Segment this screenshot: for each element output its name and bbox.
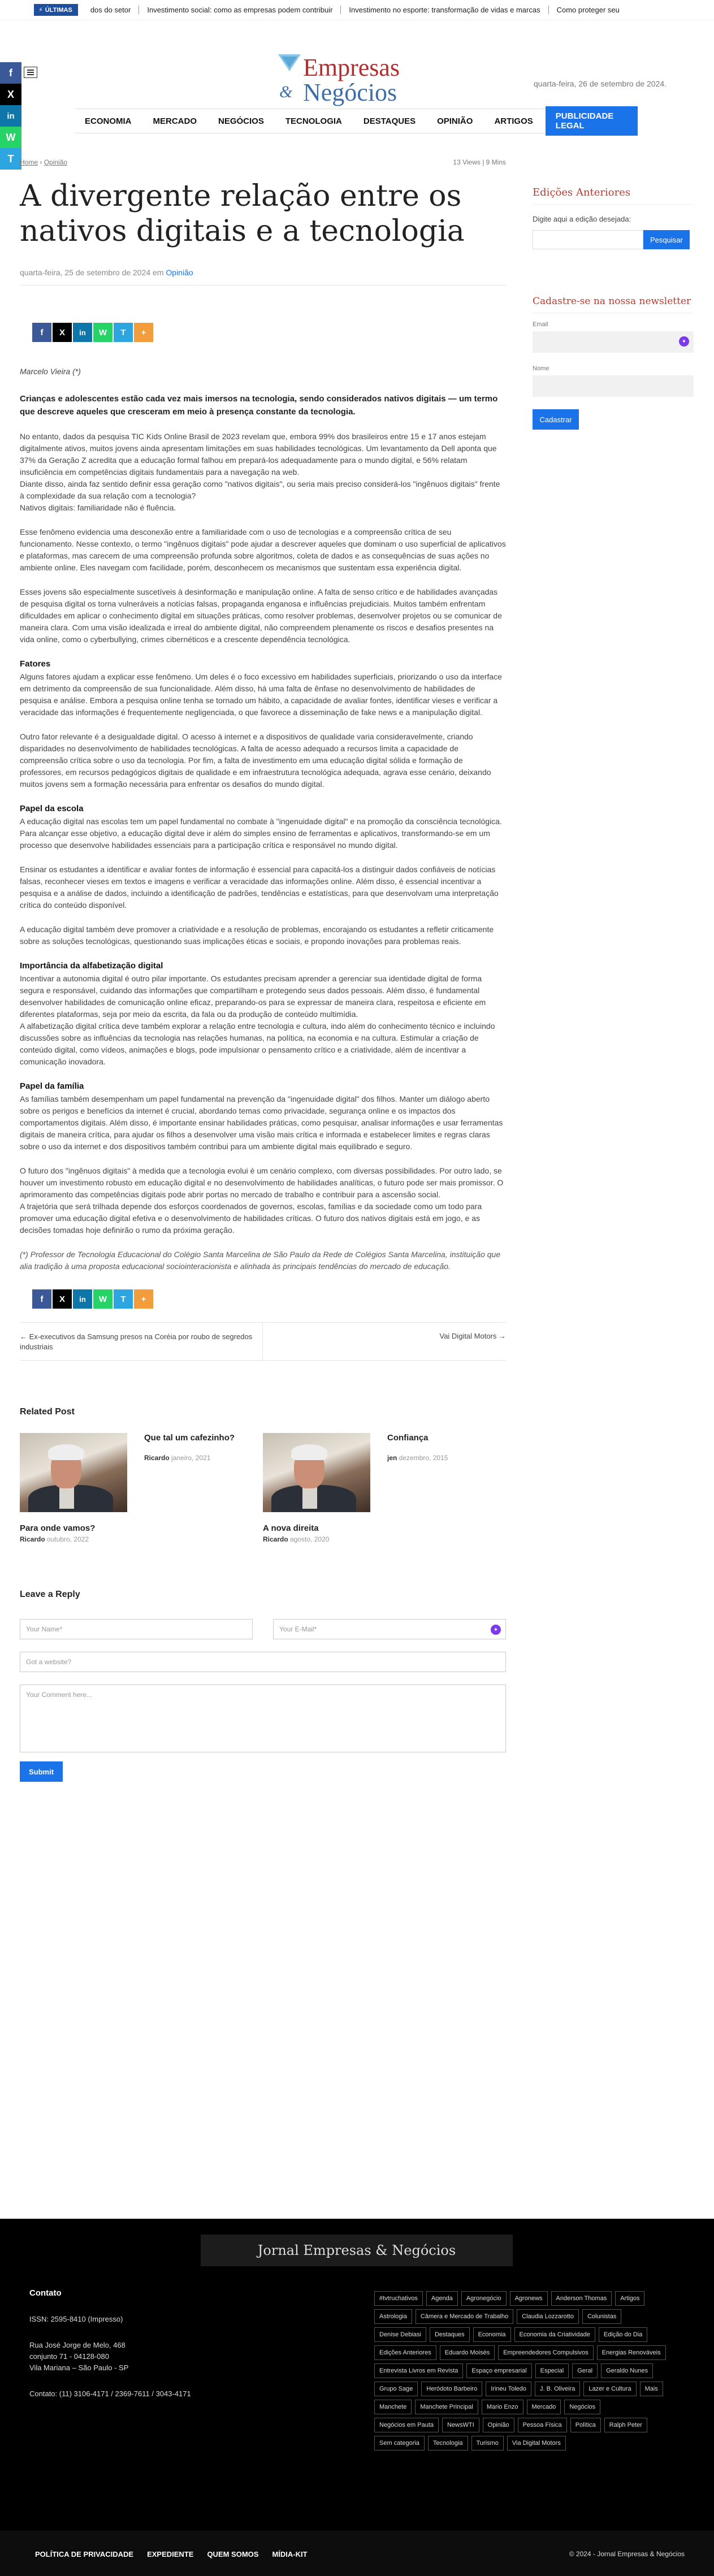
footer-tag[interactable]: Anderson Thomas — [551, 2291, 612, 2306]
article-footnote: (*) Professor de Tecnologia Educacional do Colégio Santa Marcelina de São Paulo da Rede de Colégios Santa Marcelina, instituição que alia tradição à uma proposta educacional sociointeracionista e alinhada às principais tendências do mercado de educação. — [20, 1250, 501, 1271]
extension-icon[interactable]: ✦ — [679, 336, 689, 347]
footer-tag[interactable]: Economia da Criatividade — [514, 2327, 595, 2342]
next-post-link[interactable]: Vai Digital Motors → — [439, 1332, 506, 1340]
related-post-thumbnail[interactable] — [20, 1433, 127, 1512]
leave-reply-title: Leave a Reply — [20, 1590, 80, 1599]
footer-tag[interactable]: Tecnologia — [428, 2436, 468, 2451]
telegram-icon[interactable]: T — [114, 323, 133, 342]
copyright: © 2024 - Jornal Empresas & Negócios — [569, 2550, 685, 2558]
edition-search-input[interactable] — [533, 230, 643, 249]
footer-tag[interactable]: Geraldo Nunes — [601, 2363, 653, 2378]
related-posts — [20, 1433, 506, 1543]
x-icon[interactable]: X — [53, 323, 72, 342]
footer-tag[interactable]: Mercado — [527, 2400, 561, 2414]
editions-title: Edições Anteriores — [533, 187, 694, 205]
breadcrumb-home[interactable]: Home — [20, 158, 38, 166]
article-date: quarta-feira, 25 de setembro de 2024 em — [20, 268, 164, 277]
footer-tag[interactable]: Empreendedores Compulsivos — [498, 2345, 593, 2360]
more-share-icon[interactable]: + — [134, 1289, 153, 1309]
paragraph: O futuro dos "ingênuos digitais" à medida que a tecnologia evolui é um cenário complexo, com diversas possibilidades. Por outro lado, se houver um investimento robusto em educação digital e no desenvolvimento de habilidades analíticas, o futuro pode ser mais promissor. O aprimoramento das competências digitais pode abrir portas no mercado de trabalho e contribuir para a ascensão social. — [20, 1166, 504, 1199]
paragraph: A trajetória que será trilhada depende dos esforços coordenados de governos, escolas, famílias e da sociedade como um todo para promover uma educação digital efetiva e o desenvolvimento de habilidades críticas. O futuro dos nativos digitais está em jogo, e as decisões tomadas hoje definirão o rumo da próxima geração. — [20, 1202, 482, 1235]
footer-tag[interactable]: Turismo — [471, 2436, 504, 2451]
contact-phone: Contato: (11) 3106-4171 / 2369-7611 / 3043-4171 — [29, 2389, 191, 2398]
footer-tag[interactable]: Câmera e Mercado de Trabalho — [416, 2309, 513, 2324]
section-heading: Importância da alfabetização digital — [20, 961, 163, 971]
footer-tag[interactable]: Artigos — [615, 2291, 644, 2306]
footer-tag[interactable]: Eduardo Moisés — [440, 2345, 495, 2360]
address-line: Vila Mariana – São Paulo - SP — [29, 2363, 129, 2372]
footer-tag[interactable]: Sem categoria — [374, 2436, 425, 2451]
share-buttons-bottom — [32, 1289, 506, 1309]
editions-label: Digite aqui a edição desejada: — [533, 215, 631, 223]
footer-tag[interactable]: Colunistas — [582, 2309, 621, 2324]
related-post-meta: Ricardo agosto, 2020 — [263, 1535, 330, 1543]
footer-tag[interactable]: Via Digital Motors — [507, 2436, 566, 2451]
article-stats: 13 Views | 9 Mins — [453, 158, 506, 166]
footer-tag[interactable]: Edição do Dia — [599, 2327, 648, 2342]
nav-item-negocios[interactable]: NEGÓCIOS — [218, 116, 264, 126]
facebook-share-icon[interactable]: f — [0, 62, 21, 84]
submit-button[interactable]: Submit — [20, 1761, 63, 1782]
nav-item-publicidade-legal[interactable]: PUBLICIDADE LEGAL — [546, 106, 638, 136]
paragraph: Incentivar a autonomia digital é outro pilar importante. Os estudantes precisam aprender a gerenciar sua identidade digital de forma segura e responsável, cuidando das informações que compartilham e protegendo seus dados pessoais. Além disso, é fundamental desenvolver habilidades de comunicação online eficaz, preparando-os para se expressar de maneira clara, respeitosa e eficiente em diferentes plataformas, seja por meio da escrita, da fala ou da produção de conteúdo multimídia. — [20, 974, 486, 1019]
footer-tag[interactable]: Mais — [640, 2382, 663, 2396]
extension-icon[interactable]: ✦ — [491, 1625, 501, 1635]
footer-tag[interactable]: Ralph Peter — [604, 2418, 647, 2432]
footer-tag[interactable]: Heródoto Barbeiro — [421, 2382, 482, 2396]
address-line: Rua José Jorge de Melo, 468 — [29, 2341, 126, 2349]
linkedin-icon[interactable]: in — [73, 1289, 92, 1309]
tag-cloud — [374, 2291, 668, 2451]
footer-tag[interactable]: Grupo Sage — [374, 2382, 418, 2396]
address-line: conjunto 71 - 04128-080 — [29, 2352, 109, 2361]
footer-tag[interactable]: Pessoa Física — [518, 2418, 567, 2432]
section-heading: Fatores — [20, 659, 51, 669]
comment-form — [20, 1619, 506, 1782]
paragraph: Alguns fatores ajudam a explicar esse fenômeno. Um deles é o foco excessivo em habilidades superficiais, priorizando o uso da interface em detrimento da compreensão de sua funcionalidade. Além disso, há uma falta de ênfase no desenvolvimento de habilidades de pesquisa e análise. Embora a pesquisa online tenha se tornado um hábito, a capacidade de avaliar fontes, identificar vieses e verificar a veracidade das informações é frequentemente negligenciada, o que favorece a disseminação de fake news e a manipulação digital. — [20, 672, 502, 717]
logo-line2: Negócios — [303, 79, 397, 106]
related-post-meta: Ricardo outubro, 2022 — [20, 1535, 89, 1543]
related-post-meta: Ricardo janeiro, 2021 — [144, 1454, 211, 1462]
footer-tag[interactable]: Opinião — [483, 2418, 514, 2432]
article-title: A divergente relação entre os nativos digitais e a tecnologia — [20, 179, 465, 248]
footer-tag[interactable]: Denise Debiasi — [374, 2327, 426, 2342]
logo-ampersand: & — [279, 83, 293, 101]
email-input[interactable]: Your E-Mail* ✦ — [273, 1619, 506, 1639]
related-post-title[interactable]: A nova direita — [263, 1523, 319, 1533]
facebook-icon[interactable]: f — [32, 1289, 51, 1309]
footer-banner: Jornal Empresas & Negócios — [201, 2235, 513, 2266]
newsletter-title: Cadastre-se na nossa newsletter — [533, 296, 694, 313]
website-input[interactable]: Got a website? — [20, 1652, 506, 1672]
comment-textarea[interactable]: Your Comment here... — [20, 1685, 506, 1752]
breadcrumb — [20, 158, 506, 166]
footer-tag[interactable]: Espaço empresarial — [466, 2363, 531, 2378]
site-footer — [0, 2219, 714, 2576]
ticker-item[interactable]: dos do setor — [90, 6, 131, 14]
footer-tag[interactable]: Negócios em Pauta — [374, 2418, 439, 2432]
news-ticker — [0, 0, 714, 20]
related-post-title[interactable]: Confiança — [387, 1433, 429, 1443]
paragraph: Nativos digitais: familiaridade não é fluência. — [20, 503, 176, 512]
linkedin-icon[interactable]: in — [73, 323, 92, 342]
footer-link-expediente[interactable]: EXPEDIENTE — [147, 2550, 194, 2558]
paragraph: Esse fenômeno evidencia uma desconexão entre a familiaridade com o uso de tecnologias e a compreensão crítica de seu funcionamento. Nesse contexto, o termo "ingênuos digitais" pode ajudar a descrever aqueles que dominam o uso superficial de aplicativos e plataformas, mas carecem de uma compreensão profunda sobre algoritmos, coleta de dados e as consequências de suas ações no ambiente online. Eles navegam com facilidade, porém, desconhecem os mecanismos que sustentam essa experiência digital. — [20, 527, 506, 572]
paragraph: A alfabetização digital crítica deve também explorar a relação entre tecnologia e cultura, indo além do conhecimento técnico e incluindo discussões sobre as influências da tecnologia nas relações humanas, na política, na economia e na cultura. Estimular a criação de conteúdo digital, como vídeos, animações e blogs, pode impulsionar o pensamento crítico e a criatividade, além de incentivar a comunicação inovadora. — [20, 1021, 495, 1066]
related-post-meta: jen dezembro, 2015 — [387, 1454, 448, 1462]
paragraph: As famílias também desempenham um papel fundamental na prevenção da "ingenuidade digital" dos filhos. Manter um diálogo aberto sobre os perigos e benefícios da internet é crucial, abordando temas como privacidade, segurança online e os impactos dos comportamentos digitais. Além disso, é importante ensinar habilidades práticas, como pesquisar, analisar informações e usar ferramentas digitais de maneira crítica, para ajudar os filhos a desenvolver uma visão mais crítica e informada e estabelecer limites e regras claras sobre o uso da internet e dos dispositivos também contribui para um ambiente digital mais equilibrado e seguro. — [20, 1094, 503, 1151]
name-input[interactable]: Your Name* — [20, 1619, 253, 1639]
footer-link-privacy[interactable]: POLÍTICA DE PRIVACIDADE — [35, 2550, 134, 2558]
nav-item-tecnologia[interactable]: TECNOLOGIA — [285, 116, 342, 126]
footer-tag[interactable]: Agronews — [510, 2291, 548, 2306]
footer-tag[interactable]: J. B. Oliveira — [535, 2382, 580, 2396]
paragraph: Outro fator relevante é a desigualdade digital. O acesso à internet e a dispositivos de qualidade varia consideravelmente, criando disparidades no desenvolvimento de habilidades tecnológicas. A falta de acesso adequado a recursos limita a capacidade de compreensão crítica sobre o uso da tecnologia. Por fim, a falta de investimento em uma educação digital sólida e formação de professores, em recursos pedagógicos digitais de qualidade e em infraestrutura tecnológica adequada, agrava esse cenário, deixando muitos jovens sem a formação necessária para enfrentar os desafios do mundo digital. — [20, 732, 491, 789]
footer-tag[interactable]: Agenda — [426, 2291, 458, 2306]
nav-item-artigos[interactable]: ARTIGOS — [494, 116, 533, 126]
footer-tag[interactable]: Destaques — [430, 2327, 470, 2342]
article-lead: Crianças e adolescentes estão cada vez mais imersos na tecnologia, sendo considerados nativos digitais — um termo que descreve aqueles que cresceram em meio à presença constante da tecnologia. — [20, 394, 498, 417]
section-heading: Papel da escola — [20, 804, 84, 813]
contact-title: Contato — [29, 2288, 62, 2298]
paragraph: Diante disso, ainda faz sentido definir essa geração como "nativos digitais", ou seria mais preciso considerá-los "ingênuos digitais" frente à complexidade da sua relação com a tecnologia? — [20, 479, 500, 500]
footer-link-midia-kit[interactable]: MÍDIA-KIT — [272, 2550, 308, 2558]
related-posts-title: Related Post — [20, 1407, 75, 1417]
sidebar — [533, 187, 694, 430]
footer-tag[interactable]: Política — [570, 2418, 601, 2432]
footer-tag[interactable]: Especial — [535, 2363, 569, 2378]
ticker-label: ⚡ ÚLTIMAS — [34, 4, 78, 16]
nav-item-opiniao[interactable]: OPINIÃO — [437, 116, 473, 126]
more-share-icon[interactable]: + — [134, 323, 153, 342]
newsletter-name-input[interactable] — [533, 375, 694, 397]
footer-tag[interactable]: Mario Enzo — [482, 2400, 523, 2414]
section-heading: Papel da família — [20, 1081, 84, 1091]
menu-icon[interactable] — [24, 67, 37, 78]
x-icon[interactable]: X — [53, 1289, 72, 1309]
related-post-thumbnail[interactable] — [263, 1433, 370, 1512]
ticker-item[interactable]: Investimento social: como as empresas podem contribuir — [139, 6, 340, 14]
article-main — [20, 158, 506, 1782]
paragraph: A educação digital também deve promover a criatividade e a resolução de problemas, encorajando os estudantes a refletir criticamente sobre as soluções tecnológicas, questionando suas implicações éticas e sociais, e propondo inovações para problemas reais. — [20, 925, 494, 946]
site-header — [0, 20, 714, 108]
telegram-icon[interactable]: T — [114, 1289, 133, 1309]
register-button[interactable]: Cadastrar — [533, 409, 579, 430]
ticker-item[interactable]: Como proteger seu — [548, 6, 628, 14]
related-post-card[interactable] — [263, 1433, 506, 1543]
footer-link-quem-somos[interactable]: QUEM SOMOS — [207, 2550, 259, 2558]
footer-tag[interactable]: Manchete — [374, 2400, 412, 2414]
paragraph: Esses jovens são especialmente suscetíveis à desinformação e manipulação online. A falta de senso crítico e de habilidades avançadas de pesquisa digital os torna vulneráveis a notícias falsas, propaganda enganosa e influências prejudiciais. Muitos também enfrentam dificuldades em aplicar o conhecimento digital em situações práticas, como resolver problemas, desenvolver projetos ou se comunicar de maneira clara. Com uma visão idealizada e irreal do ambiente digital, não compreendem plenamente os riscos e desafios presentes na vida online, como o cyberbullying, crimes cibernéticos e a crescente dependência tecnológica. — [20, 587, 502, 644]
telegram-share-icon[interactable]: T — [0, 148, 21, 170]
breadcrumb-separator: › — [40, 158, 42, 166]
linkedin-share-icon[interactable]: in — [0, 105, 21, 127]
header-date: quarta-feira, 26 de setembro de 2024. — [534, 79, 667, 88]
main-nav — [76, 109, 638, 133]
share-buttons-top — [32, 323, 506, 342]
email-label: Email — [533, 321, 548, 328]
paragraph: No entanto, dados da pesquisa TIC Kids Online Brasil de 2023 revelam que, embora 99% dos brasileiros entre 15 e 17 anos estejam digitalmente ativos, muitos jovens ainda apresentam limitações em suas habilidades tecnológicas. Um levantamento da Dell aponta que 37% da Geração Z acredita que a educação formal falhou em prepará-los adequadamente para o mundo digital, e 56% relatam insuficiência em competências digitais fundamentais para a navegação na web. — [20, 432, 497, 477]
footer-tag[interactable]: NewsWTI — [442, 2418, 479, 2432]
nav-item-mercado[interactable]: MERCADO — [153, 116, 197, 126]
logo-line1: Empresas — [303, 54, 400, 81]
facebook-icon[interactable]: f — [32, 323, 51, 342]
whatsapp-share-icon[interactable]: W — [0, 127, 21, 148]
related-post-card[interactable] — [20, 1433, 263, 1543]
ticker-item[interactable]: Investimento no esporte: transformação de vidas e marcas — [340, 6, 548, 14]
paragraph: Ensinar os estudantes a identificar e avaliar fontes de informação é essencial para capacitá-los a distinguir dados confiáveis de notícias falsas, reconhecer vieses em textos e imagens e verificar a veracidade das informações online. Além disso, é essencial incentivar a pesquisa e a análise de dados, incluindo a identificação de padrões, tendências e estatísticas, para que desenvolvam uma interpretação crítica do conteúdo disponível. — [20, 865, 499, 910]
newsletter-email-input[interactable] — [533, 331, 694, 353]
site-logo[interactable] — [271, 50, 452, 112]
footer-tag[interactable]: Entrevista Livros em Revista — [374, 2363, 463, 2378]
footer-tag[interactable]: #tvtruchativos — [374, 2291, 423, 2306]
x-share-icon[interactable]: X — [0, 84, 21, 105]
paragraph: A educação digital nas escolas tem um papel fundamental no combate à "ingenuidade digital" e na promoção da consciência tecnológica. Para alcançar esse objetivo, a educação digital deve ir além do simples ensino de ferramentas e aplicativos, transformando-se em um processo que desenvolve habilidades essenciais para a participação crítica e responsável no mundo digital. — [20, 817, 502, 850]
footer-tag[interactable]: Energias Renováveis — [597, 2345, 666, 2360]
breadcrumb-section[interactable]: Opinião — [44, 158, 68, 166]
footer-contact — [29, 2288, 191, 2400]
footer-tag[interactable]: Economia — [473, 2327, 511, 2342]
previous-post-link[interactable]: ← Ex-executivos da Samsung presos na Coréia por roubo de segredos industriais — [20, 1323, 263, 1360]
search-button[interactable]: Pesquisar — [643, 230, 690, 249]
footer-bottom — [0, 2531, 714, 2576]
name-label: Nome — [533, 365, 549, 372]
issn: ISSN: 2595-8410 (Impresso) — [29, 2315, 123, 2323]
article-author: Marcelo Vieira (*) — [20, 367, 81, 376]
footer-tag[interactable]: Claudia Lozzarotto — [517, 2309, 579, 2324]
footer-tag[interactable]: Agronegócio — [461, 2291, 507, 2306]
whatsapp-icon[interactable]: W — [93, 1289, 112, 1309]
nav-item-economia[interactable]: ECONOMIA — [85, 116, 132, 126]
footer-tag[interactable]: Lazer e Cultura — [583, 2382, 636, 2396]
footer-tag[interactable]: Astrologia — [374, 2309, 412, 2324]
footer-tag[interactable]: Negócios — [564, 2400, 600, 2414]
nav-item-destaques[interactable]: DESTAQUES — [363, 116, 416, 126]
related-post-title[interactable]: Para onde vamos? — [20, 1523, 96, 1533]
article-body — [20, 366, 506, 1272]
footer-tag[interactable]: Irineu Toledo — [486, 2382, 531, 2396]
post-navigation — [20, 1322, 506, 1361]
flash-icon: ⚡ — [38, 7, 43, 14]
footer-tag[interactable]: Geral — [572, 2363, 598, 2378]
article-meta — [20, 268, 506, 285]
whatsapp-icon[interactable]: W — [93, 323, 112, 342]
footer-tag[interactable]: Manchete Principal — [415, 2400, 478, 2414]
related-post-title[interactable]: Que tal um cafezinho? — [144, 1433, 235, 1443]
footer-tag[interactable]: Edições Anteriores — [374, 2345, 436, 2360]
article-category-link[interactable]: Opinião — [166, 268, 193, 277]
